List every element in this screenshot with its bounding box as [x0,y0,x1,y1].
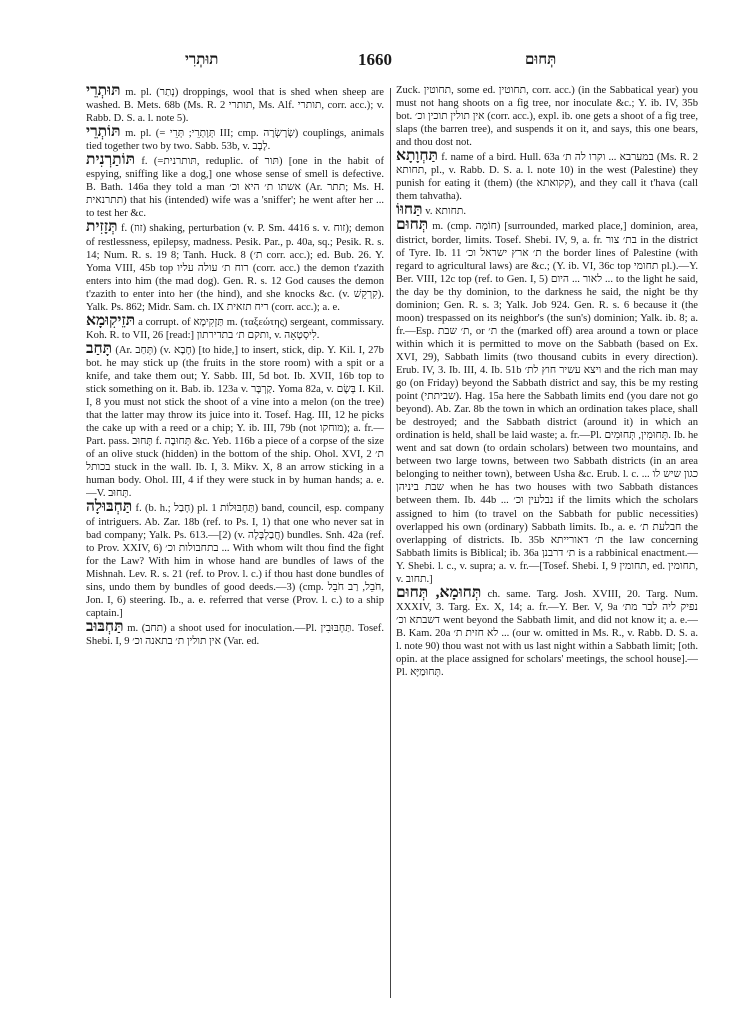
entry-definition: ch. same. Targ. Josh. XVIII, 20. Targ. Num. XXXIV, 3. Targ. Ex. X, 14; a. fr.—Y. Ber. V, 9a נפיק ליה לבר מת׳ דשבתא וכ׳ went beyond the Sabbath limit, and did not know it; a. e.—B. Kam. 20a לא חזית ת׳ ... (our w. omitted in Ms. R., v. Rabb. D. S. a. l. note 90) thou wast not with us last night within a Sabbath limit; [oth. opin. at the place assigned for scholars' meetings, the school house].—Pl. תְּחוּמַיָּא. [396,588,698,679]
entry-definition: f. (=תּותרנית, reduplic. of תּור) [one in the habit of espying, sniffing like a dog,] one whose sense of smell is defective. B. Bath. 146a they told a man אשתו ת׳ היא וכ׳ (Ar. תתר; Ms. H. תתרנאית) that his (intended) wife was a 'sniffer'; he went after her ... to test her &c. [86,156,384,220]
entry-headword: תּוֹתַרְנִית [86,151,136,169]
dictionary-entry [86,153,384,220]
entry-definition: (Ar. תְּחַב) (v. חָבָא) [to hide,] to insert, stick, dip. Y. Kil. I, 27b bot. he may stick up (the fruits in the store room) with a spit or a knife, and take them out; Y. Sabb. III, 5d bot. Ib. XVII, 16b top to stick something on it. Bab. ib. 123a v. קַרְבָּר. Yoma 82a, v. בְּשָׂם I. Kil. I, 8 you must not stick the shoot of a vine into a melon (on the tree) that the latter may throw its juice into it. Tosef. Hag. III, 12 he picks the cake up with a reed or a chip; Y. ib. III, 79b (not מוחקו); a. fr.—Part. pass. תָּחוּב f. תְּחוּבָה &c. Yeb. 116b a piece of a corpse of the size of an olive stuck (hidden) in the bottom of the ship. Ohol. XVI, 2 ת׳ בכותל stuck in the wall. Ib. I, 3. Mikv. X, 8 an arrow sticking in a human body. Ohol. III, 4 if they were stuck in by human hands; a. e.—V. תָּחוּב. [86,344,384,500]
entry-headword: תּוֹתְרֵי [86,123,121,141]
entry-definition: Zuck. תחוטין, some ed. תחוטין, corr. acc.) (in the Sabbatical year) you must not hang shoots on a fig tree, nor inoculate &c.; Y. ib. IV, 35b bot. אין תולין תוכין וכ׳ (corr. acc.), expl. ib. one gets a shoot of a fig tree, slaps (the barren tree), and suspends it on it, and says, this one bears, and thou dost not. [396,85,698,149]
dictionary-entry [396,583,698,679]
entry-definition: m. (תחב) a shoot used for inoculation.—Pl. תַּחְבּוּבִין. Tosef. Shebi. I, 9 אין תולין ת׳ בתאנה וכ׳ (Var. ed. [86,622,384,647]
entry-headword: תּוּתְרֵי [86,84,121,99]
dictionary-entry [396,84,698,149]
dictionary-entry [86,125,384,153]
entry-headword: תַּחוּוֹ [396,201,423,219]
right-column [396,84,698,999]
entry-definition: f. (b. h.; חָבַל) pl. תַּחְבּוּלוֹת 1) band, council, esp. company of intriguers. Ab. Zar. 18b (ref. to Ps. I, 1) that one who never sat in bad company; Yalk. Ps. 613.—[2) (v. חֲבַלְבָּלָה) bundles. Snh. 42a (ref. to Prov. XXIV, 6) בתחבולות וכ׳ ... With whom wilt thou find the fight for the Law? With him in whose hand are bundles of laws of the Mishnah. Lev. R. s. 21 (ref. to Prov. l. c.) if thou hast done bundles of sins, undo them by bundles of good deeds.—3) (cmp. חֹבֵל, רַב חֹבֵל, Jon. I, 6) steering. Ib., a. e. referred that verse (Prov. l. c.) to a ship captain.] [86,503,384,619]
entry-definition: m. pl. (נְתַר) droppings, wool that is shed when sheep are washed. B. Mets. 68b (Ms. R. 2 תותרי, Ms. Alf. תותרי, corr. acc.); v. Rabb. D. S. a. l. note 5). [86,87,384,125]
entry-headword: תַּחְוָתָא [396,147,438,165]
left-column [86,84,384,999]
dictionary-entry [86,500,384,619]
entry-headword: תְּזָזִית [86,218,118,236]
dictionary-entry [86,220,384,313]
entry-definition: m. (cmp. חוֹמָה) [surrounded, marked place,] dominion, area, district, border, limits. Tosef. Shebi. IV, 9, a. fr. בת׳ צור in the district of Tyre. Ib. 11 ת׳ ארץ ישראל וכ׳ the border lines of Palestine (with regard to agricultural laws) are &c.; (Y. ib. VI, 36c top תחומי pl.).—Y. Ber. VIII, 12c top (ref. to Gen. I, 5) לאור ... היום ... to the light he said, the day be thy dominion, to the darkness he said, the night be thy dominion; Gen. R. s. 3; Yalk. Job 924. Gen. R. s. 6 because it (the moon) trespassed on its neighbor's (the sun's) dominion; Yalk. ib. 8; a. fr.—Esp. ת׳ שבת, or ת׳ the (marked off) area around a town or place within which it is permitted to move on the Sabbath (based on Ex. XVI, 29), Sabbath limits (two thousand cubits in every direction). Erub. IV, 3. Ib. III, 4. Ib. 51b ויצא עשיר חוץ לת׳ and the rich man may go (on Friday) beyond the Sabbath district and say, this be my resting point (שביתתי). Hag. 15a here the Sabbath limits end (you dare not go beyond). Ab. Zar. 8b the town in which an ordination takes place, shall be destroyed; and the Sabbath district (around it) in which an ordination is held, shall be laid waste; a. fr.—Pl. תְּחוּמִין, תְּחוּמִים. Ib. he went and sat down (to ordain scholars) between two mountains, and between two large towns, between two Sabbath districts (in an area belonging to neither town), between Usha &c. Erub. l. c. כגון שיש לו ... שבת ביניהן when he has two houses with two Sabbath distances between them. Ib. 44b ... נבלעין וכ׳ if the limits which the scholars assigned to him (to travel on the Sabbath for public necessities) overlapped his own (ordinary) Sabbath limits. Ib., a. e. חבלעת ת׳ the overlapping of districts. Ib. 35b ת׳ דאורייתא the law concerning Sabbath limits is Biblical; ib. 36a ת׳ דרבנן is a rabbinical enactment.—Y. Shebi. l. c., v. supra; a. v. fr.—[Tosef. Shebi. I, 9 תחומין, ed. תחומין, v. תחוב.] [396,221,698,585]
dictionary-entry [396,149,698,203]
dictionary-entry [396,218,698,585]
entry-definition: f. name of a bird. Hull. 63a במערבא ... וקרו לה ת׳ (Ms. R. 2 תחותא, pl., v. Rabb. D. S. a. l. note 10) in the west (Palestine) they punish for eating it (them) (the קקואתא), and they call it t'hava (call them tahvatha). [396,152,698,203]
entry-definition: f. (זוז) shaking, perturbation (v. P. Sm. 4416 s. v. זוח); demon of restlessness, epilepsy, madness. Pesik. Par., p. 40a, sq.; Pesik. R. s. 14; Num. R. s. 19 8; Tanh. Huck. 8 (ת׳ corr. acc.); ed. Bub. 26. Y. Yoma VIII, 45b top רוח ת׳ עולה עליו (corr. acc.) the demon t'zazith enters into him (the mad dog). Gen. R. s. 12 God causes the demon t'zazith to enter into her (the hind), and she knocks &c. (v. קִרְקֵשׁ). Yalk. Ps. 862; Midr. Sam. ch. IX ריח תזאית (corr. acc.); a. e. [86,223,384,313]
dictionary-entry [396,203,698,218]
entry-definition: v. תחותא. [425,206,467,218]
entry-definition: a corrupt. of תַּזְקִימָא m. (ταξεώτης) sergeant, commissary. Koh. R. to VII, 26 [read:] ותקם ת׳ בתדירתון, v. לִיסְטָאָה. [86,316,384,341]
entry-definition: m. pl. (= תְּוָתְרֵי; תְּרֵי III; cmp. שְׂרָשְׂרָה) couplings, animals tied together two by two. Sabb. 53b, v. לָבָב. [86,128,384,153]
entry-headword: תַּחְבּוּב [86,617,124,635]
page-number: 1660 [358,50,392,69]
entry-headword: תָּחַב [86,339,113,357]
entry-headword: תְּחוּמָא, תְּחוּם [396,583,482,601]
right-guideword: תְּחוּם [525,52,557,68]
left-guideword: תוּתְרִי [185,52,219,68]
entry-headword: תּזֵיקִוּמָא [86,311,136,329]
running-header [0,52,750,76]
dictionary-entry [86,84,384,125]
dictionary-entry [86,311,384,342]
column-divider [390,88,391,998]
entry-headword: תַּחְבּוּלָה [86,498,133,516]
entry-headword: תְּחוּם [396,216,429,234]
dictionary-entry [86,339,384,501]
dictionary-entry [86,617,384,648]
